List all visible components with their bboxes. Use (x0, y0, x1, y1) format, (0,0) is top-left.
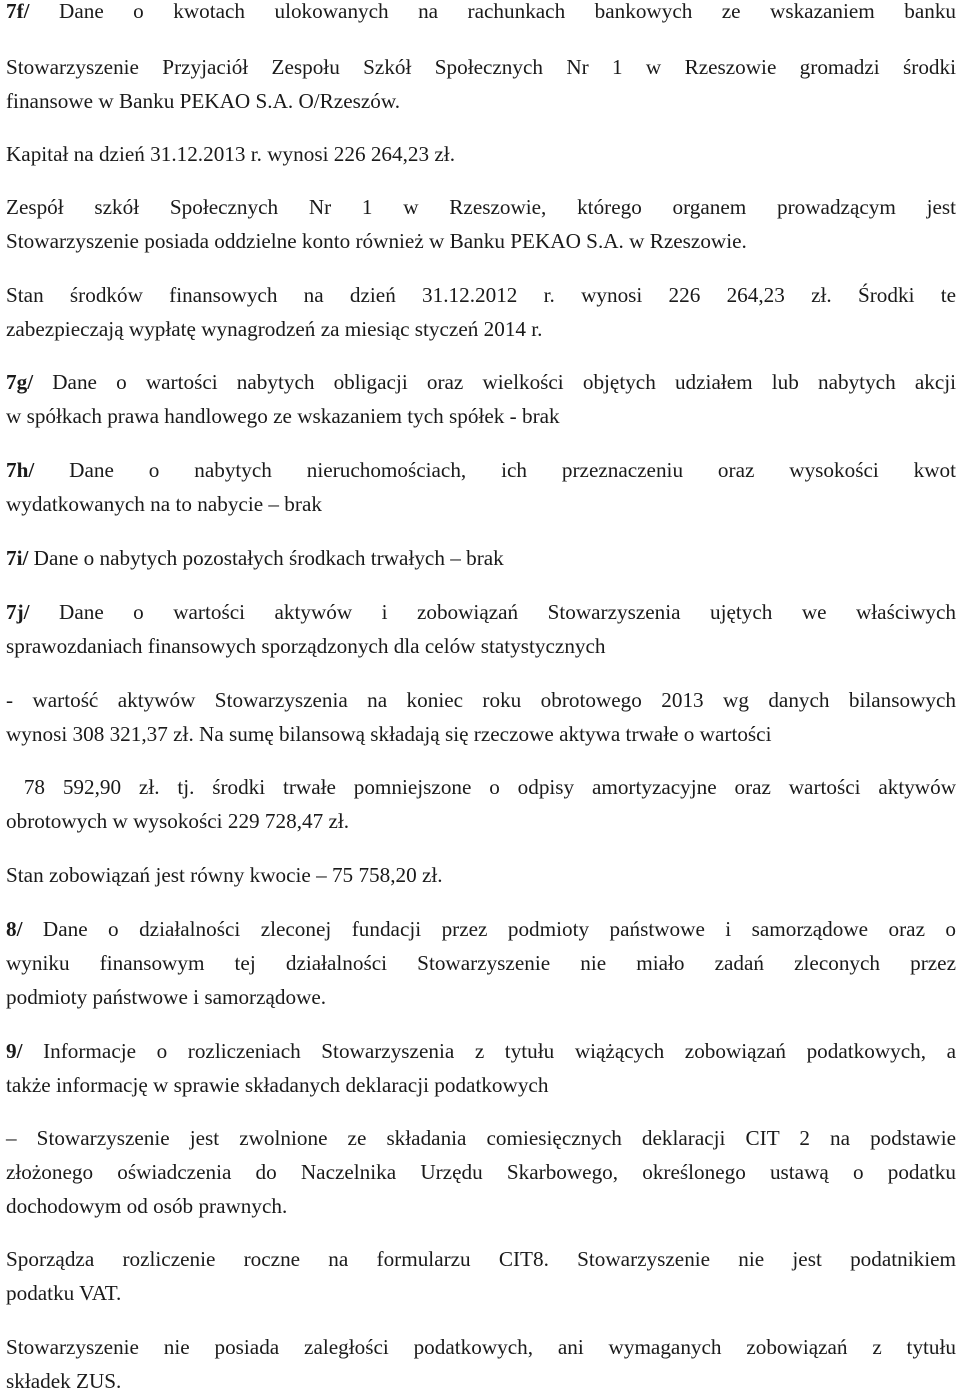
funds-state-text (6, 278, 956, 346)
section-7g (6, 365, 956, 433)
section-8-number: 8/ (6, 917, 23, 941)
section-7i (6, 541, 956, 575)
liabilities-text (6, 858, 956, 892)
section-7f-bank-text (6, 50, 956, 118)
capital-line: Kapitał na dzień 31.12.2013 r. wynosi 226 264,23 zł. (6, 142, 455, 166)
zss-account-text (6, 190, 956, 258)
section-7h-line-1 (6, 453, 956, 487)
section-7j (6, 595, 956, 663)
section-7j-title: Dane o wartości aktywów i zobowiązań Stowarzyszenia ujętych we właściwych (59, 600, 957, 624)
arrears-text (6, 1330, 956, 1398)
section-7j-number: 7j/ (6, 600, 30, 624)
section-9-line-2: także informację w sprawie składanych deklaracji podatkowych (6, 1073, 549, 1097)
cit-line-3: dochodowym od osób prawnych. (6, 1194, 288, 1218)
fixed-assets-line-2: obrotowych w wysokości 229 728,47 zł. (6, 809, 350, 833)
section-7h-number: 7h/ (6, 458, 35, 482)
assets-text (6, 683, 956, 751)
section-7g-line-2: w spółkach prawa handlowego ze wskazaniem tych spółek - brak (6, 404, 560, 428)
liabilities-line: Stan zobowiązań jest równy kwocie – 75 758,20 zł. (6, 863, 443, 887)
section-7g-number: 7g/ (6, 370, 34, 394)
zss-line-1: Zespół szkół Społecznych Nr 1 w Rzeszowie, którego organem prowadzącym jest (6, 195, 956, 219)
section-7i-number: 7i/ (6, 546, 29, 570)
cit-line-2: złożonego oświadczenia do Naczelnika Urzędu Skarbowego, określonego ustawą o podatku (6, 1160, 956, 1184)
fixed-assets-rest: . tj. środki trwałe pomniejszone o odpisy amortyzacyjne oraz wartości aktywów (154, 775, 957, 799)
section-9-number: 9/ (6, 1039, 23, 1063)
fixed-assets-line-1 (6, 770, 956, 804)
cit-text (6, 1121, 956, 1223)
section-7g-line-1 (6, 365, 956, 399)
section-8 (6, 912, 956, 1014)
capital-text (6, 137, 956, 171)
funds-state-line-1: Stan środków finansowych na dzień 31.12.2012 r. wynosi 226 264,23 zł. Środki te (6, 283, 956, 307)
section-8-line-1 (6, 912, 956, 946)
arrears-line-2: składek ZUS. (6, 1369, 122, 1393)
section-7i-title: Dane o nabytych pozostałych środkach trwałych – brak (33, 546, 504, 570)
arrears-line-1: Stowarzyszenie nie posiada zaległości podatkowych, ani wymaganych zobowiązań z tytułu (6, 1335, 956, 1359)
annual-line-1: Sporządza rozliczenie roczne na formularzu CIT8. Stowarzyszenie nie jest podatnikiem (6, 1247, 956, 1271)
funds-state-line-2: zabezpieczają wypłatę wynagrodzeń za miesiąc styczeń 2014 r. (6, 317, 543, 341)
section-7f-line-3: finansowe w Banku PEKAO S.A. O/Rzeszów. (6, 89, 401, 113)
section-9-line-1 (6, 1034, 956, 1068)
section-7f-line-2: Stowarzyszenie Przyjaciół Zespołu Szkół Społecznych Nr 1 w Rzeszowie gromadzi środki (6, 55, 956, 79)
fixed-assets-amount: 78 592,90 zł (23, 775, 155, 799)
section-7f-number: 7f/ (6, 0, 30, 23)
section-7f-line-1 (6, 0, 956, 28)
section-7f-header (6, 0, 956, 28)
section-7i-line-1 (6, 541, 956, 575)
fixed-assets-text (6, 770, 956, 838)
assets-line-2: wynosi 308 321,37 zł. Na sumę bilansową składają się rzeczowe aktywa trwałe o wartości (6, 722, 772, 746)
section-7j-line-2: sprawozdaniach finansowych sporządzonych dla celów statystycznych (6, 634, 606, 658)
annual-line-2: podatku VAT. (6, 1281, 122, 1305)
section-7h-title: Dane o nabytych nieruchomościach, ich przeznaczeniu oraz wysokości kwot (69, 458, 956, 482)
section-8-line-3: podmioty państwowe i samorządowe. (6, 985, 327, 1009)
annual-settlement-text (6, 1242, 956, 1310)
cit-line-1: – Stowarzyszenie jest zwolnione ze składania comiesięcznych deklaracji CIT 2 na podstawie (6, 1126, 956, 1150)
section-9 (6, 1034, 956, 1102)
section-7h (6, 453, 956, 521)
assets-line-1: - wartość aktywów Stowarzyszenia na koniec roku obrotowego 2013 wg danych bilansowych (6, 688, 956, 712)
section-7f-title: Dane o kwotach ulokowanych na rachunkach bankowych ze wskazaniem banku (59, 0, 957, 23)
section-7h-line-2: wydatkowanych na to nabycie – brak (6, 492, 322, 516)
zss-line-2: Stowarzyszenie posiada oddzielne konto również w Banku PEKAO S.A. w Rzeszowie. (6, 229, 747, 253)
section-8-title: Dane o działalności zleconej fundacji przez podmioty państwowe i samorządowe oraz o (42, 917, 956, 941)
section-7g-title: Dane o wartości nabytych obligacji oraz wielkości objętych udziałem lub nabytych akcji (52, 370, 956, 394)
section-9-title: Informacje o rozliczeniach Stowarzyszenia z tytułu wiążących zobowiązań podatkowych, a (43, 1039, 957, 1063)
section-8-line-2: wyniku finansowym tej działalności Stowarzyszenie nie miało zadań zleconych przez (6, 951, 956, 975)
section-7j-line-1 (6, 595, 956, 629)
